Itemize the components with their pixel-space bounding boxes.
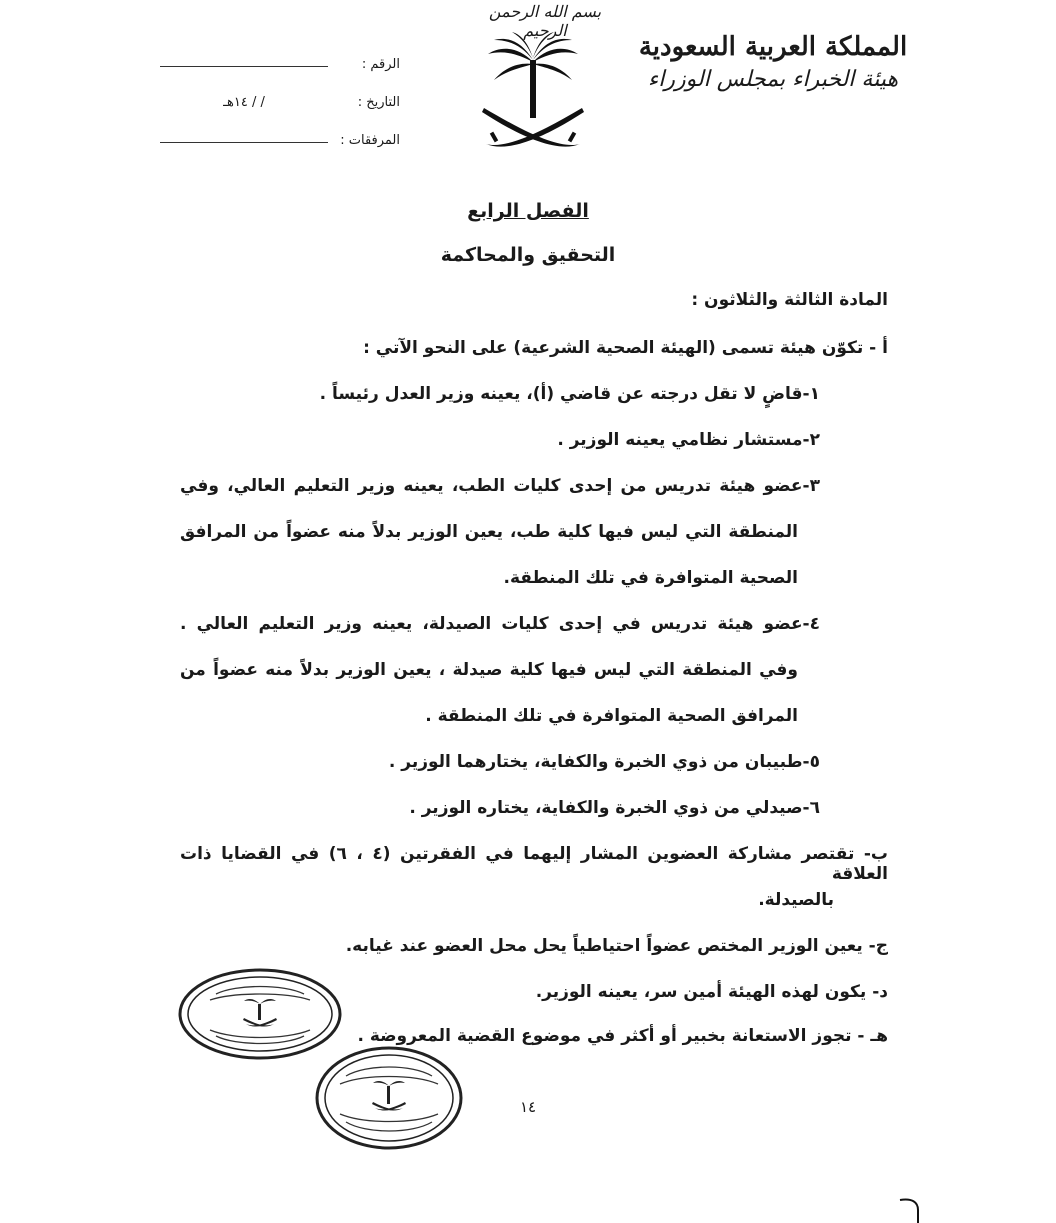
chapter-title-text: الفصل الرابع: [467, 200, 589, 222]
reference-block: [160, 34, 400, 148]
list-item: وفي المنطقة التي ليس فيها كلية صيدلة ، يعين الوزير بدلاً منه عضواً من: [180, 660, 798, 680]
date-value: / / ١٤هـ: [223, 95, 265, 110]
list-item: ٥-طبيبان من ذوي الخبرة والكفاية، يختارهما الوزير .: [388, 752, 820, 772]
clause-a-intro: أ - تكوّن هيئة تسمى (الهيئة الصحية الشرعية) على النحو الآتي :: [363, 338, 888, 358]
date-label: التاريخ :: [357, 95, 400, 110]
page-corner-mark: [898, 1196, 922, 1223]
organization-header: [638, 30, 908, 95]
clause-b-line2: بالصيدلة.: [758, 890, 834, 910]
list-item: ٦-صيدلي من ذوي الخبرة والكفاية، يختاره الوزير .: [409, 798, 820, 818]
org-name-line2: هيئة الخبراء بمجلس الوزراء: [647, 67, 899, 93]
list-item: المنطقة التي ليس فيها كلية طب، يعين الوزير بدلاً منه عضواً من المرافق: [180, 522, 798, 542]
list-item: ١-قاضٍ لا تقل درجته عن قاضي (أ)، يعينه وزير العدل رئيساً .: [319, 384, 820, 404]
date-row: [160, 72, 400, 110]
list-item: ٢-مستشار نظامي يعينه الوزير .: [557, 430, 820, 450]
list-item: المرافق الصحية المتوافرة في تلك المنطقة .: [425, 706, 798, 726]
list-item: ٣-عضو هيئة تدريس من إحدى كليات الطب، يعينه وزير التعليم العالي، وفي: [180, 476, 820, 496]
ref-line: [160, 65, 328, 67]
clause-e: هـ - تجوز الاستعانة بخبير أو أكثر في موضوع القضية المعروضة .: [357, 1026, 888, 1046]
ref-row: [160, 34, 400, 72]
basmala: بسم الله الرحمن الرحيم: [488, 2, 602, 40]
clause-c: ج- يعين الوزير المختص عضواً احتياطياً يحل محل العضو عند غيابه.: [345, 936, 888, 956]
clause-d: د- يكون لهذه الهيئة أمين سر، يعينه الوزير.: [535, 982, 888, 1002]
attachments-row: [160, 110, 400, 148]
ref-label: الرقم :: [361, 57, 400, 72]
chapter-subtitle: التحقيق والمحاكمة: [440, 244, 616, 266]
list-item: الصحية المتوافرة في تلك المنطقة.: [503, 568, 798, 588]
page-number: ١٤: [520, 1098, 537, 1116]
official-stamp-2: [312, 1044, 466, 1152]
chapter-title: [0, 200, 1056, 222]
saudi-emblem-icon: [478, 32, 588, 150]
org-name-line1: المملكة العربية السعودية: [638, 32, 908, 62]
list-item: ٤-عضو هيئة تدريس في إحدى كليات الصيدلة، يعينه وزير التعليم العالي .: [180, 614, 820, 634]
attachments-line: [160, 141, 328, 143]
attachments-label: المرفقات :: [340, 133, 400, 148]
clause-b-line1: ب- تقتصر مشاركة العضوين المشار إليهما في الفقرتين (٤ ، ٦) في القضايا ذات العلاقة: [180, 844, 888, 884]
article-title: المادة الثالثة والثلاثون :: [691, 290, 888, 310]
